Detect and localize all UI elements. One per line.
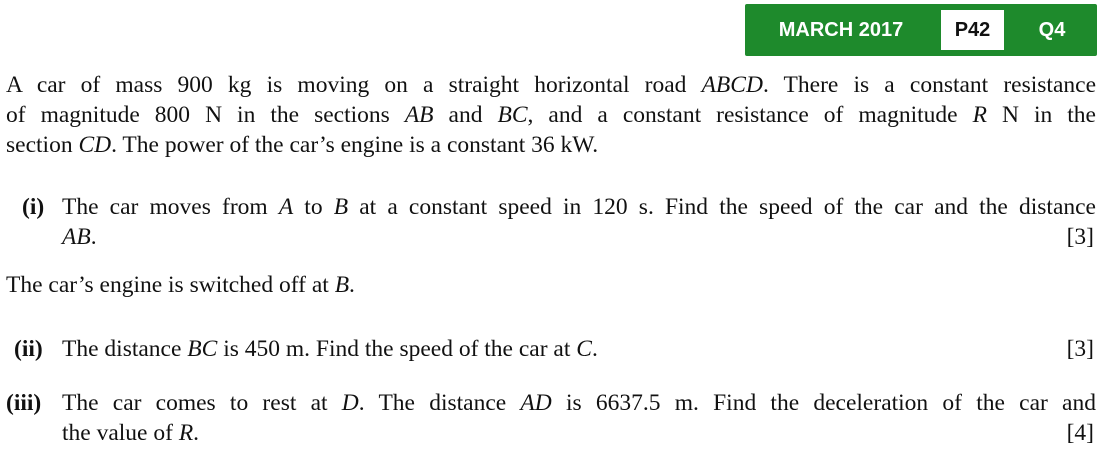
part-var: BC bbox=[187, 336, 218, 362]
intro-text: and bbox=[433, 102, 498, 128]
interlude-text: . bbox=[349, 272, 355, 298]
intro-text: of magnitude 800 N in the sections bbox=[6, 102, 405, 128]
part-var: A bbox=[278, 194, 294, 220]
part-ii-marks: [3] bbox=[1066, 336, 1094, 362]
part-iii-line-2 bbox=[62, 418, 199, 448]
interlude-text: The car’s engine is switched off at bbox=[6, 272, 335, 298]
intro-text: , and a constant resistance of magnitude bbox=[527, 102, 973, 128]
intro-text: . There is a constant resistance bbox=[762, 72, 1096, 98]
intro-text: A car of mass 900 kg is moving on a straight horizontal road bbox=[6, 72, 702, 98]
part-text: is 6637.5 m. Find the deceleration of the car and bbox=[551, 390, 1096, 416]
part-ii-label: (ii) bbox=[14, 336, 43, 362]
exam-date: MARCH 2017 bbox=[778, 19, 904, 41]
part-text: at a constant speed in 120 s. Find the speed of the car and the distance bbox=[348, 194, 1096, 220]
interlude-line bbox=[6, 270, 355, 300]
part-i-line-2 bbox=[62, 222, 97, 252]
part-text: to bbox=[293, 194, 334, 220]
intro-var: AB bbox=[404, 102, 434, 128]
part-ii-line bbox=[62, 334, 598, 364]
intro-var: CD bbox=[78, 132, 112, 158]
part-var: C bbox=[576, 336, 592, 362]
part-iii-line-1 bbox=[62, 388, 1096, 418]
intro-text: N in the bbox=[986, 102, 1096, 128]
part-text: The car moves from bbox=[62, 194, 279, 220]
intro-text: . The power of the car’s engine is a constant 36 kW. bbox=[111, 132, 599, 158]
part-var: B bbox=[333, 194, 349, 220]
intro-line-3 bbox=[6, 130, 598, 160]
part-text: . bbox=[193, 420, 200, 446]
part-iii-marks: [4] bbox=[1066, 420, 1094, 446]
part-iii-label: (iii) bbox=[6, 390, 42, 416]
part-text: The distance bbox=[62, 336, 188, 362]
part-i-marks: [3] bbox=[1066, 224, 1094, 250]
intro-var: BC bbox=[497, 102, 528, 128]
exam-badge bbox=[745, 4, 1097, 56]
intro-text: section bbox=[6, 132, 79, 158]
intro-var: R bbox=[972, 102, 987, 128]
paper-number: P42 bbox=[941, 10, 1004, 50]
part-var: D bbox=[341, 390, 359, 416]
part-text: . bbox=[90, 224, 97, 250]
interlude-var: B bbox=[334, 272, 350, 298]
intro-line-2 bbox=[6, 100, 1096, 130]
part-var: AD bbox=[520, 390, 552, 416]
part-var: R bbox=[178, 420, 194, 446]
part-text: The car comes to rest at bbox=[62, 390, 342, 416]
part-text: is 450 m. Find the speed of the car at bbox=[217, 336, 577, 362]
part-i-line-1 bbox=[62, 192, 1096, 222]
part-i-label: (i) bbox=[22, 194, 45, 220]
part-text: . bbox=[591, 336, 598, 362]
part-text: the value of bbox=[62, 420, 179, 446]
intro-road-label: ABCD bbox=[701, 72, 763, 98]
part-text: . The distance bbox=[358, 390, 521, 416]
part-var: AB bbox=[62, 224, 91, 250]
question-number: Q4 bbox=[1038, 19, 1066, 41]
intro-line-1 bbox=[6, 70, 1096, 100]
